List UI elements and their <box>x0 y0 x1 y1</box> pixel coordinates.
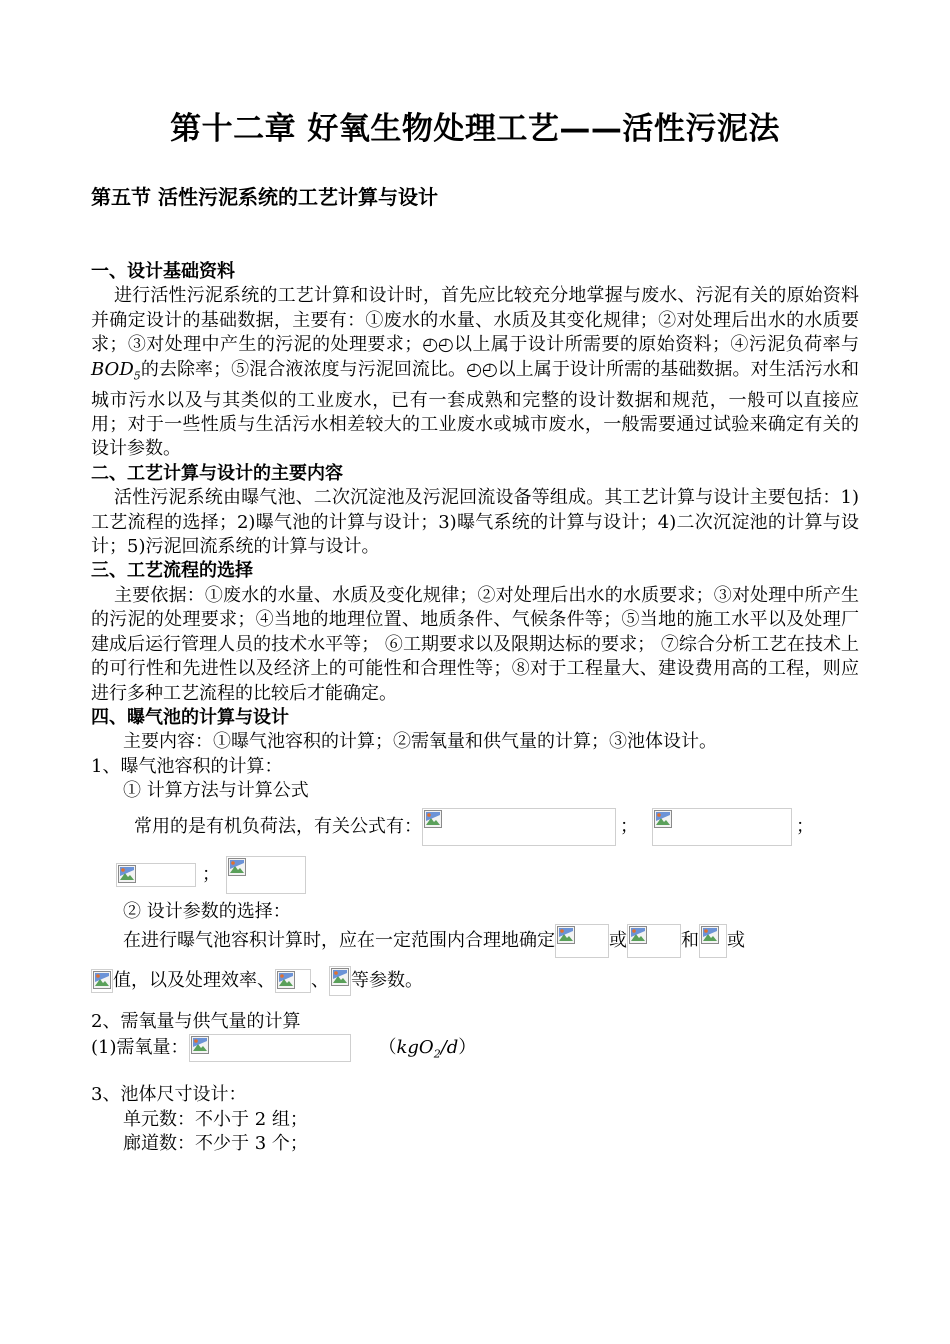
broken-image-icon <box>93 971 111 989</box>
param-image <box>91 969 113 993</box>
document-body <box>91 260 859 1157</box>
broken-image-icon <box>331 968 349 986</box>
broken-image-icon <box>654 810 672 828</box>
chapter-title: 第十二章 好氧生物处理工艺——活性污泥法 <box>170 111 780 147</box>
param-image <box>699 924 727 958</box>
formula-line: 常用的是有机负荷法，有关公式有： ； ； <box>91 808 859 846</box>
param-selection-heading: ② 设计参数的选择： <box>123 900 291 922</box>
unit-count: 单元数：不小于 2 组； <box>123 1108 308 1130</box>
param-image <box>329 966 351 996</box>
oxygen-formula-image <box>189 1034 351 1062</box>
calc-method-heading: ① 计算方法与计算公式 <box>123 780 309 802</box>
broken-image-icon <box>629 926 647 944</box>
oxygen-line: (1)需氧量： （kgO$_2$/d） <box>91 1034 859 1067</box>
heading-aeration-tank: 四、曝气池的计算与设计 <box>91 706 289 728</box>
broken-image-icon <box>424 810 442 828</box>
corridor-count: 廊道数：不少于 3 个； <box>123 1133 308 1155</box>
param-image <box>275 969 311 993</box>
aeration-main-content: 主要内容：①曝气池容积的计算；②需氧量和供气量的计算；③池体设计。 <box>123 731 717 753</box>
oxygen-unit: （kgO$_2$/d） <box>378 1037 477 1061</box>
oxygen-supply-heading: 2、需氧量与供气量的计算 <box>91 1010 301 1032</box>
paragraph-process-selection: 主要依据：①废水的水量、水质及变化规律；②对处理后出水的水质要求；③对处理中所产生的污泥的处理要求；④当地的地理位置、地质条件、气候条件等；⑤当地的施工水平以及处理厂建成后运行管理人员的技术水平等； ⑥工期要求以及限期达标的要求； ⑦综合分析工艺在技术上的可行性和先进性以及经济上的可能性和合理性等；⑧对于工程量大、建设费用高的工程，则应进行多种工艺流程的比较后才能确定。 <box>91 584 859 704</box>
value-line: 值，以及处理效率、 、 等参数。 <box>91 966 859 996</box>
bod-label: $BOD_5$ <box>91 358 141 383</box>
heading-design-basis: 一、设计基础资料 <box>91 261 235 282</box>
formula-image <box>652 808 792 846</box>
broken-image-icon <box>228 858 246 876</box>
broken-image-icon <box>277 971 295 989</box>
param-image <box>555 924 609 958</box>
section-subtitle: 第五节 活性污泥系统的工艺计算与设计 <box>91 185 438 209</box>
param-image <box>627 924 681 958</box>
paragraph-design-basis: 进行活性污泥系统的工艺计算和设计时，首先应比较充分地掌握与废水、污泥有关的原始资料并确定设计的基础数据，主要有：①废水的水量、水质及其变化规律；②对处理后出水的水质要求；③对处理中产生的污泥的处理要求；◴◴以上属于设计所需要的原始资料；④污泥负荷率与$BOD_5$的去除率；⑤混合液浓度与污泥回流比。◴◴以上属于设计所需的基础数据。对生活污水和城市污水以及与其类似的工业废水，已有一套成熟和完整的设计数据和规范，一般可以直接应用；对于一些性质与生活污水相差较大的工业废水或城市废水，一般需要通过试验来确定有关的设计参数。 <box>91 285 859 460</box>
broken-image-icon <box>118 865 136 883</box>
broken-image-icon <box>701 926 719 944</box>
heading-main-content: 二、工艺计算与设计的主要内容 <box>91 462 343 484</box>
formula-image <box>116 863 196 887</box>
aeration-volume-heading: 1、曝气池容积的计算： <box>91 755 283 777</box>
heading-process-selection: 三、工艺流程的选择 <box>91 560 253 582</box>
param-line: 在进行曝气池容积计算时，应在一定范围内合理地确定 或 和 或 <box>91 924 859 958</box>
formula-line-2: ； <box>91 856 859 894</box>
broken-image-icon <box>191 1036 209 1054</box>
paragraph-main-content: 活性污泥系统由曝气池、二次沉淀池及污泥回流设备等组成。其工艺计算与设计主要包括：1)工艺流程的选择；2)曝气池的计算与设计；3)曝气系统的计算与设计；4)二次沉淀池的计算与设计；5)污泥回流系统的计算与设计。 <box>91 487 859 558</box>
broken-image-icon <box>557 926 575 944</box>
formula-image <box>422 808 616 846</box>
formula-image <box>226 856 306 894</box>
tank-size-heading: 3、池体尺寸设计： <box>91 1084 247 1106</box>
